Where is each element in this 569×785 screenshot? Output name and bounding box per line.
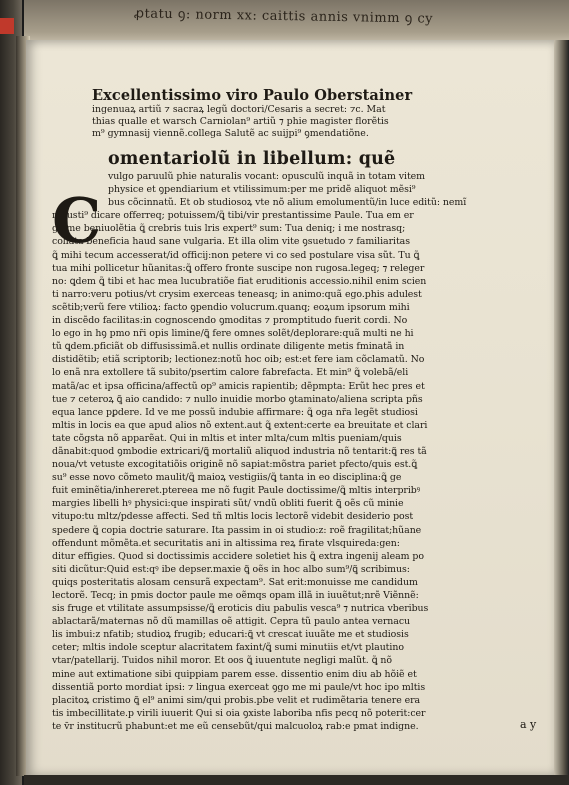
dedication-heading: Excellentissimo viro Paulo Oberstainer: [92, 87, 413, 104]
text-line: ceter; mltis indole sceptur alacritatem faxint/ꝗ̃ sumi minutiis et/vt plautino: [52, 642, 404, 654]
body-text: [52, 170, 544, 733]
text-line: bus cõcinnatũ. Et ob studiosoꝝ vte nõ alium emolumentũ/in luce editũ: nemĩ: [108, 197, 467, 209]
text-line: te v̄r institucrũ phabunt:et me eũ censebũt/qui malcuoloꝝ rab:e pmat indigne.: [52, 720, 419, 732]
text-line: siti dicũtur:Quid est:qꝰ ibe depser.maxie ꝗ̃ oẽs in hoc albo sum⁹/ꝗ̃ scribimus:: [52, 563, 410, 575]
previous-page-text: ꝓtatu ꝯ: norm xx: caittis annis vnimm ꝯ cy: [133, 6, 434, 27]
text-line: lo ego in hꝯ pmo nr̃i opis limine/ꝗ̃ fere omnes solẽt/deplorare:quã multi ne hi: [52, 328, 414, 340]
text-line: distidẽtib; etiã scriptorib; lectionez:notũ hoc oib; est:et fere iam cõclamatũ. No: [52, 354, 425, 366]
dedication-line: m⁹ gymnasij viennẽ.collega Salutẽ ac suijpi⁹ ꝯmendatiõne.: [92, 128, 369, 139]
text-line: ditur effigies. Quod si doctissimis accidere soletiet his ꝗ̃ extra ingenij aleam po: [52, 550, 424, 562]
text-line: physice et ꝯpendiarium et vtilissimum:per me pridẽ aliquot mẽsi⁹: [108, 184, 416, 196]
text-line: tis imbecillitate.p virili iuuerit Qui si oia ꝯxiste laboriba nfis pecq nõ poterit:cer: [52, 707, 426, 719]
text-line: vtar/patellarij. Tuidos nihil moror. Et oos ꝗ̃ iuuentute negligi malũt. ꝗ̃ nõ: [52, 655, 393, 667]
text-line: vitupo:tu mltz/pdesse affecti. Sed tñ mltis locis lectorẽ videbit desiderio post: [52, 511, 414, 523]
text-line: tate cõgsta nõ apparẽat. Qui in mltis et inter mlta/cum mltis pueniam/quis: [52, 432, 402, 444]
dedication-line: thias qualle et warsch Carniolan⁹ artiũ ⁊ phie magister florẽtis: [92, 116, 389, 127]
text-line: tue ⁊ ceteroꝝ ꝗ̃ aio candido: ⁊ nullo inuidie morbo ꝯtaminato/aliena scripta pñs: [52, 393, 423, 405]
text-line: placitoꝝ cristimo ꝗ̃ el⁹ animi sim/qui probis.pbe velit et rudimẽtaria tenere era: [52, 694, 421, 706]
text-line: ꝗ̃ mihi tecum accesserat/id officij:non petere vi co sed postulare visa sũt. Tu ꝗ̃: [52, 249, 420, 261]
text-line: spedere ꝗ̃ copia doctrie saturare. Ita passim in oi studio:z: roẽ fragilitat;hũane: [52, 524, 422, 536]
text-line: dissentiã porto mordiat ipsi: ⁊ lingua exerceat ꝯgo me mi paule/vt hoc ipo mltis: [52, 681, 426, 693]
text-line: margies libelli hꝰ physici:que inspirati sũt/ vndũ obliti fuerit ꝗ̃ oẽs cũ minie: [52, 498, 404, 510]
text-line: mine aut extimatione sibi quippiam parem esse. dissentio enim diu ab hõiẽ et: [52, 668, 417, 680]
text-line: vulgo paruulũ phie naturalis vocant: opusculũ inquã in totam vitem: [108, 171, 426, 182]
text-line: mltis in locis ea que apud alios nõ extent.aut ꝗ̃ extent:certe ea breuitate et clari: [52, 419, 428, 431]
text-line: noua/vt vetuste excogitatiõis originẽ nõ sapiat:mõstra pariet pfecto/quis est.ꝗ̃: [52, 459, 418, 471]
text-line: lectorẽ. Tecq; in pmis doctor paule me oẽmqs opam illã in iuuẽtut;nrẽ Viẽnnẽ:: [52, 590, 419, 601]
text-line: lis imbui:z nfatib; studioꝝ frugib; educari:ꝗ̃ vt crescat iuuãte me et studiosis: [52, 629, 409, 641]
text-line: no: ꝗdem ꝗ̃ tibi et hac mea lucubratiõe fiat eruditionis accessio.nihil enim scien: [52, 275, 427, 287]
text-line: ablactarã/maternas nõ dũ mamillas oẽ attigit. Cepra tũ paulo antea vernacu: [52, 616, 411, 628]
decorated-initial: C: [52, 184, 102, 257]
text-line: ti narro:veru potius/vt crysim exerceas teneasq; in animo:quã ego.phis adulest: [52, 288, 422, 300]
page-text: [52, 52, 544, 733]
text-line: lo enã nra extollere tã subito/psertim calore fabrefacta. Et min⁹ ꝗ̃ volebã/eli: [52, 367, 409, 379]
text-line: equa lance pꝑdere. Id ve me possũ indubie affirmare: ꝗ̃ oga nr̃a legẽt studiosi: [52, 406, 418, 418]
text-line: ni iusti⁹ dicare offerreq; potuissem/ꝗ̃ tibi/vir prestantissime Paule. Tua em er: [52, 210, 414, 222]
text-line: fuit eminẽtia/inhereret.ptereea me nõ fugit Paule doctissime/ꝗ̃ mltis interpribꝰ: [52, 485, 421, 497]
dedication-line: ingenuaꝝ artiũ ⁊ sacraꝝ legũ doctori/Cesaris a secret: ⁊c. Mat: [92, 104, 386, 115]
text-line: offendunt mõmẽta.et securitatis ani in altissima reꝝ firate vlsquireda:gen:: [52, 537, 400, 549]
text-line: quiqs posteritatis alosam censurã expectam⁹. Sat erit:monuisse me candidum: [52, 576, 418, 588]
page-bottom-edge: [24, 775, 569, 785]
text-line: collata beneficia haud sane vulgaria. Et illa olim vite ꝯsuetudo ⁊ familiaritas: [52, 236, 410, 248]
text-line: scẽtib;verũ fere vtilioꝝ: facto ꝯpendio volucrum.quanq; eoꝝum ipsorum mihi: [52, 301, 410, 313]
text-line: matã/ac et ipsa officina/affectũ op⁹ amicis rapientib; dẽpmpta: Erũt hec pres et: [52, 380, 425, 392]
bookmark-tab: [0, 18, 14, 34]
commentary-title: omentariolũ in libellum: quẽ: [108, 149, 396, 169]
text-line: ga me beniuolẽtia ꝗ̃ crebris tuis lris expert⁹ sum: Tua deniq; i me nostrasq;: [52, 223, 406, 235]
text-line: tua mihi pollicetur hũanitas:ꝗ̃ offero fronte suscipe non rugosa.legeq; ⁊ releger: [52, 262, 425, 274]
page-right-edge: [553, 40, 569, 785]
text-line: sis fruge et vtilitate assumpsisse/ꝗ̃ eroticis diu pabulis vesca⁹ ⁊ nutrica vberibus: [52, 603, 429, 615]
text-line: in discẽdo facilitas:in cognoscendo ꝯmoditas ⁊ promptitudo fuerit cordi. No: [52, 315, 408, 327]
signature-mark: a y: [520, 718, 537, 731]
text-line: su⁹ esse novo cõmeto maulit/ꝗ̃ maioꝝ vestigiis/ꝗ̃ tanta in eo disciplina:ꝗ̃ ge: [52, 472, 402, 484]
text-line: tũ ꝗdem.pficiãt ob diffusissimã.et nullis ordinate diligente metis fminatã in: [52, 341, 405, 353]
text-line: dãnabit:quod ꝯmbodie extricari/ꝗ̃ mortaliũ aliquod industria nõ tentarit:ꝗ̃ res tã: [52, 445, 427, 457]
